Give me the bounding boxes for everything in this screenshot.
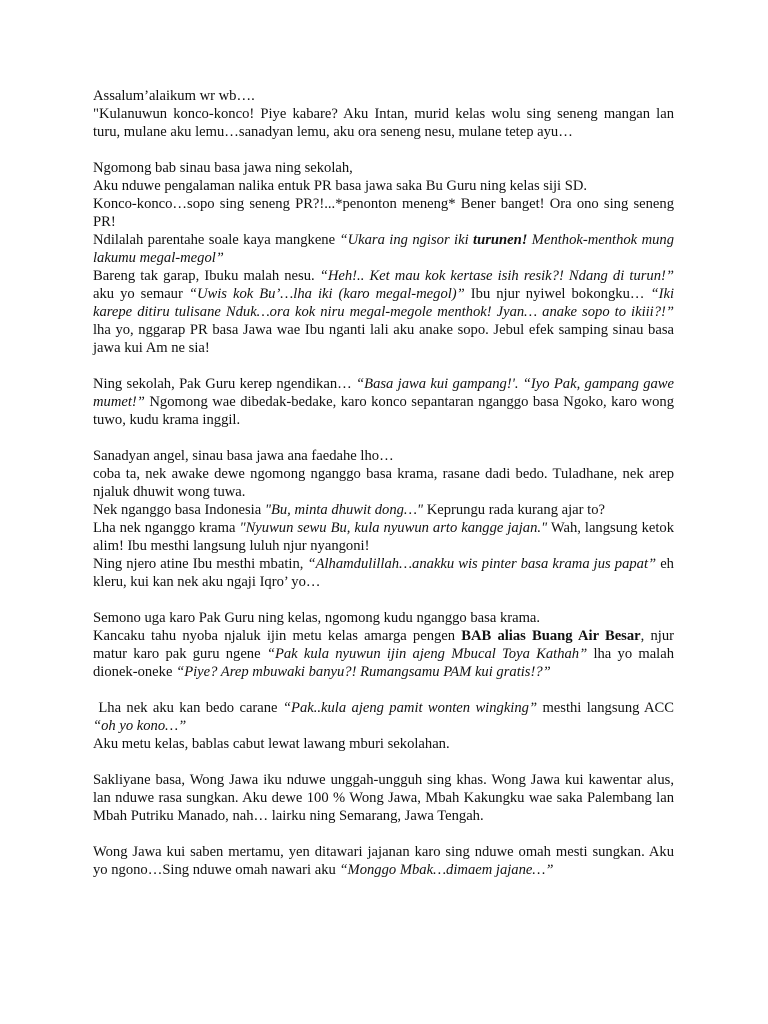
quote-span: “Pak kula nyuwun ijin ajeng Mbucal Toya Kathah” <box>266 646 588 662</box>
quote-span: “Alhamdulillah…anakku wis pinter basa krama jus papat” <box>307 556 657 572</box>
text-span: Kancaku tahu nyoba njaluk ijin metu kelas amarga pengen <box>93 628 462 644</box>
text-span: , njur matur karo pak guru ngene <box>93 628 674 662</box>
text-span: eh kleru, kui kan nek aku ngaji Iqro’ yo… <box>93 556 674 590</box>
topic-line: Ngomong bab sinau basa jawa ning sekolah, <box>93 160 353 176</box>
bold-phrase: BAB alias Buang Air Besar <box>461 628 641 644</box>
quote-span: “oh yo kono…” <box>93 718 187 734</box>
quote-span: “Pak..kula ajeng pamit wonten wingking” <box>282 700 538 716</box>
text-span: Ndilalah parentahe soale kaya mangkene <box>93 232 340 248</box>
text-span: Ibu njur nyiwel bokongku… <box>464 286 651 302</box>
classmate-story-paragraph <box>93 627 674 681</box>
quote-span: “Uwis kok Bu’…lha iki (karo megal-megol)” <box>188 286 465 302</box>
quote-span: “Basa jawa kui gampang!'. “Iyo Pak, gampang gawe mumet!” <box>93 376 675 410</box>
text-span: Wong Jawa kui saben mertamu, yen ditawari jajanan karo sing nduwe omah mesti sungkan. Aku yo ngono…Sing nduwe omah nawari aku <box>93 844 674 878</box>
paragraph-gap <box>93 591 674 609</box>
text-span: lha yo, nggarap PR basa Jawa wae Ibu nganti lali aku anake sopo. Jebul efek samping sinau basa jawa kui Am ne sia! <box>93 322 674 356</box>
my-way-paragraph <box>93 699 674 735</box>
culture-paragraph: Sakliyane basa, Wong Jawa iku nduwe unggah-ungguh sing khas. Wong Jawa kui kawentar alus, lan nduwe rasa sungkan. Aku dewe 100 % Wong Jawa, Mbah Kakungku wae saka Palembang lan Mbah Putriku Manado, nah… lairku ning Semarang, Jawa Tengah. <box>93 772 674 824</box>
quote-span: “Monggo Mbak…dimaem jajane…” <box>339 862 554 878</box>
text-span: Ngomong wae dibedak-bedake, karo konco sepantaran nganggo basa Ngoko, karo wong tuwo, kudu krama inggil. <box>93 394 674 428</box>
quote-span: "Bu, minta dhuwit dong…" <box>264 502 424 518</box>
text-span: Bareng tak garap, Ibuku malah nesu. <box>93 268 320 284</box>
benefit-line: Sanadyan angel, sinau basa jawa ana faedahe lho… <box>93 448 394 464</box>
text-span: Lha nek nganggo krama <box>93 520 240 536</box>
text-span: Ning njero atine Ibu mesthi mbatin, <box>93 556 308 572</box>
leave-class-line: Aku metu kelas, bablas cabut lewat lawang mburi sekolahan. <box>93 736 450 752</box>
paragraph-gap <box>93 753 674 771</box>
quote-span: "Nyuwun sewu Bu, kula nyuwun arto kangge jajan." <box>239 520 548 536</box>
question-line: Konco-konco…sopo sing seneng PR?!...*penonton meneng* Bener banget! Ora ono sing seneng PR! <box>93 196 674 230</box>
paragraph-gap <box>93 357 674 375</box>
document-page <box>93 87 674 879</box>
paragraph-gap <box>93 825 674 843</box>
visiting-paragraph <box>93 843 674 879</box>
quote-span: “Ukara ing ngisor iki <box>339 232 474 248</box>
classroom-line: Semono uga karo Pak Guru ning kelas, ngomong kudu nganggo basa krama. <box>93 610 541 626</box>
greeting-line: Assalum’alaikum wr wb…. <box>93 88 255 104</box>
text-span: Wah, langsung ketok alim! Ibu mesthi langsung luluh njur nyangoni! <box>93 520 675 554</box>
mother-thought-line <box>93 555 674 591</box>
text-span: mesthi langsung ACC <box>537 700 674 716</box>
text-span: Ning sekolah, Pak Guru kerep ngendikan… <box>93 376 357 392</box>
text-span: Lha nek aku kan bedo carane <box>93 700 283 716</box>
quote-span: Menthok-menthok mung lakumu megal-megol” <box>93 232 674 266</box>
bold-word: turunen! <box>473 232 528 248</box>
text-span: aku yo semaur <box>93 286 189 302</box>
paragraph-gap <box>93 141 674 159</box>
quote-span: “Piye? Arep mbuwaki banyu?! Rumangsamu PAM kui gratis!?” <box>176 664 551 680</box>
text-span: Nek nganggo basa Indonesia <box>93 502 265 518</box>
paragraph-gap <box>93 681 674 699</box>
krama-request-line <box>93 519 674 555</box>
mother-story-paragraph <box>93 267 674 357</box>
experience-line: Aku nduwe pengalaman nalika entuk PR basa jawa saka Bu Guru ning kelas siji SD. <box>93 178 588 194</box>
quote-span: “Iki karepe ditiru tulisane Nduk…ora kok niru megal-megole menthok! Jyan… anake sopo to ikiii?!” <box>93 286 674 320</box>
quote-span: “Heh!.. Ket mau kok kertase isih resik?! Ndang di turun!” <box>319 268 674 284</box>
teacher-paragraph <box>93 375 674 429</box>
indonesian-example-line <box>93 501 674 519</box>
text-span: Keprungu rada kurang ajar to? <box>423 502 605 518</box>
homework-instruction-line <box>93 231 674 267</box>
krama-example-line: coba ta, nek awake dewe ngomong nganggo basa krama, rasane dadi bedo. Tuladhane, nek arep njaluk dhuwit wong tuwa. <box>93 466 674 500</box>
intro-paragraph: "Kulanuwun konco-konco! Piye kabare? Aku Intan, murid kelas wolu sing seneng mangan lan turu, mulane aku lemu…sanadyan lemu, aku ora seneng nesu, mulane tetep ayu… <box>93 106 674 140</box>
paragraph-gap <box>93 429 674 447</box>
text-span: lha yo malah dionek-oneke <box>93 646 675 680</box>
